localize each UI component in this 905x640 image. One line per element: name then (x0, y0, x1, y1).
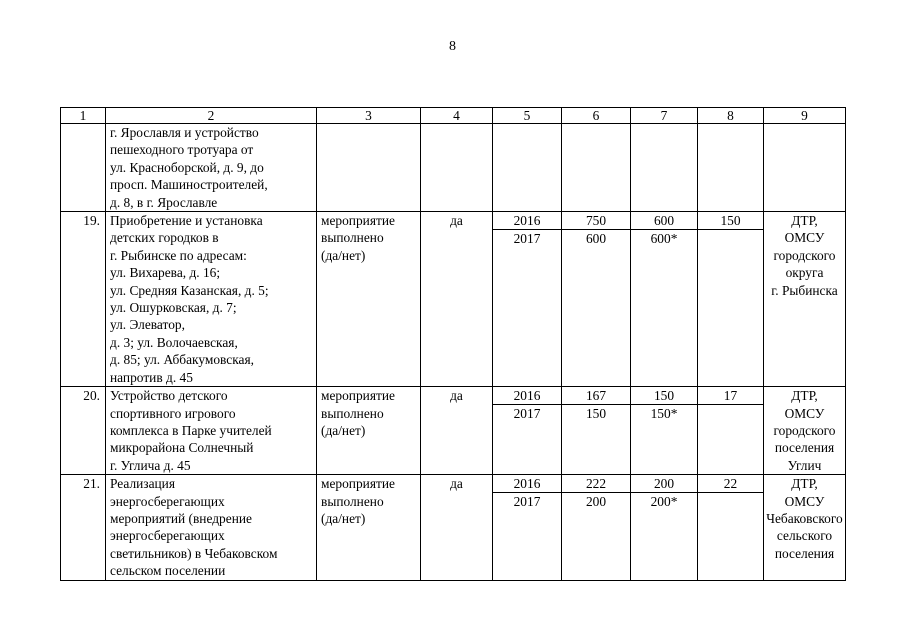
description-line: энергосберегающих (110, 528, 225, 544)
col8-value: 17 (698, 387, 763, 405)
row-number-cell: 19. (61, 212, 106, 387)
description-line: г. Ярославля и устройство (110, 125, 259, 140)
indicator-line: мероприятие (321, 213, 395, 229)
description-cell (106, 124, 317, 212)
indicator-line: (да/нет) (321, 247, 366, 263)
header-cell: 8 (698, 108, 764, 124)
col8-value (698, 230, 763, 248)
description-line: просп. Машиностроителей, (110, 177, 268, 193)
responsible-line: Углич (787, 457, 822, 473)
empty-cell (764, 124, 846, 212)
col8-value (698, 493, 763, 511)
description-line: г. Углича д. 45 (110, 457, 191, 473)
indicator-cell (317, 387, 421, 475)
header-cell: 5 (493, 108, 562, 124)
description-cell (106, 475, 317, 580)
indicator-line: (да/нет) (321, 422, 366, 438)
total-value: 222 (562, 475, 630, 493)
responsible-line: ДТР, (791, 476, 818, 492)
budget-value: 600 (631, 212, 697, 230)
total-cell (562, 387, 631, 475)
description-line: д. 8, в г. Ярославле (110, 194, 218, 210)
description-cell (106, 212, 317, 387)
header-cell: 4 (421, 108, 493, 124)
empty-cell (421, 124, 493, 212)
budget-value: 200 (631, 475, 697, 493)
responsible-cell (764, 212, 846, 387)
description-line: комплекса в Парке учителей (110, 422, 272, 438)
total-cell (562, 475, 631, 580)
col8-cell (698, 475, 764, 580)
value-cell: да (421, 475, 493, 580)
value-cell: да (421, 212, 493, 387)
responsible-line: г. Рыбинска (771, 282, 838, 298)
budget-value: 150 (631, 387, 697, 405)
description-line: ул. Вихарева, д. 16; (110, 265, 221, 281)
description-line: Реализация (110, 476, 176, 492)
year-value: 2017 (513, 231, 541, 247)
total-value: 750 (562, 212, 630, 230)
year-value: 2016 (493, 475, 561, 493)
program-table (60, 107, 846, 581)
indicator-cell (317, 212, 421, 387)
total-value: 600 (585, 231, 607, 247)
header-cell: 1 (61, 108, 106, 124)
description-line: светильников) в Чебаковском (110, 545, 278, 561)
year-value: 2016 (493, 212, 561, 230)
description-line: ул. Элеватор, (110, 317, 185, 333)
budget-cell (631, 387, 698, 475)
table-row (61, 212, 846, 387)
responsible-cell (764, 475, 846, 580)
description-line: детских городков в (110, 230, 219, 246)
indicator-line: выполнено (321, 405, 384, 421)
description-line: энергосберегающих (110, 493, 225, 509)
empty-cell (698, 124, 764, 212)
responsible-line: ДТР, (791, 213, 818, 229)
header-cell: 9 (764, 108, 846, 124)
continuation-row (61, 124, 846, 212)
header-cell: 6 (562, 108, 631, 124)
description-line: д. 3; ул. Волочаевская, (110, 334, 238, 350)
description-line: ул. Красноборской, д. 9, до (110, 159, 264, 175)
value-cell: да (421, 387, 493, 475)
description-line: микрорайона Солнечный (110, 440, 254, 456)
col8-cell (698, 387, 764, 475)
indicator-line: выполнено (321, 493, 384, 509)
row-number-cell (61, 124, 106, 212)
year-value: 2016 (493, 387, 561, 405)
table-row (61, 475, 846, 580)
table-row (61, 387, 846, 475)
col8-cell (698, 212, 764, 387)
responsible-line: поселения (774, 545, 835, 561)
total-cell (562, 212, 631, 387)
description-line: пешеходного тротуара от (110, 142, 254, 158)
budget-value: 150* (650, 406, 678, 422)
description-line: г. Рыбинске по адресам: (110, 247, 247, 263)
header-row (61, 108, 846, 124)
responsible-line: Чебаковского (766, 510, 843, 526)
total-value: 200 (585, 494, 607, 510)
responsible-line: ОМСУ (784, 230, 825, 246)
col8-value: 22 (698, 475, 763, 493)
header-cell: 7 (631, 108, 698, 124)
header-cell: 3 (317, 108, 421, 124)
description-cell (106, 387, 317, 475)
col8-value (698, 405, 763, 423)
year-value: 2017 (513, 494, 541, 510)
header-cell: 2 (106, 108, 317, 124)
budget-value: 600* (650, 231, 678, 247)
description-line: ул. Ошурковская, д. 7; (110, 300, 237, 316)
description-line: сельском поселении (110, 563, 226, 579)
responsible-line: ДТР, (791, 388, 818, 404)
responsible-line: ОМСУ (784, 405, 825, 421)
description-line: д. 85; ул. Аббакумовская, (110, 352, 254, 368)
responsible-line: ОМСУ (784, 493, 825, 509)
responsible-line: поселения (774, 440, 835, 456)
indicator-line: мероприятие (321, 388, 395, 404)
empty-cell (317, 124, 421, 212)
description-line: мероприятий (внедрение (110, 510, 252, 526)
empty-cell (493, 124, 562, 212)
responsible-line: округа (785, 265, 824, 281)
indicator-line: выполнено (321, 230, 384, 246)
empty-cell (562, 124, 631, 212)
total-value: 167 (562, 387, 630, 405)
col8-value: 150 (698, 212, 763, 230)
total-value: 150 (585, 406, 607, 422)
budget-cell (631, 475, 698, 580)
year-cell (493, 475, 562, 580)
year-cell (493, 212, 562, 387)
indicator-line: мероприятие (321, 476, 395, 492)
responsible-line: городского (773, 422, 836, 438)
description-line: Устройство детского (110, 388, 228, 404)
responsible-line: сельского (776, 528, 833, 544)
empty-cell (631, 124, 698, 212)
year-value: 2017 (513, 406, 541, 422)
description-line: Приобретение и установка (110, 213, 263, 229)
indicator-cell (317, 475, 421, 580)
page-number: 8 (449, 39, 456, 54)
description-line: ул. Средняя Казанская, д. 5; (110, 282, 269, 298)
row-number-cell: 20. (61, 387, 106, 475)
responsible-line: городского (773, 247, 836, 263)
description-line: напротив д. 45 (110, 369, 193, 385)
responsible-cell (764, 387, 846, 475)
year-cell (493, 387, 562, 475)
budget-value: 200* (650, 494, 678, 510)
budget-cell (631, 212, 698, 387)
description-line: спортивного игрового (110, 405, 236, 421)
row-number-cell: 21. (61, 475, 106, 580)
indicator-line: (да/нет) (321, 510, 366, 526)
